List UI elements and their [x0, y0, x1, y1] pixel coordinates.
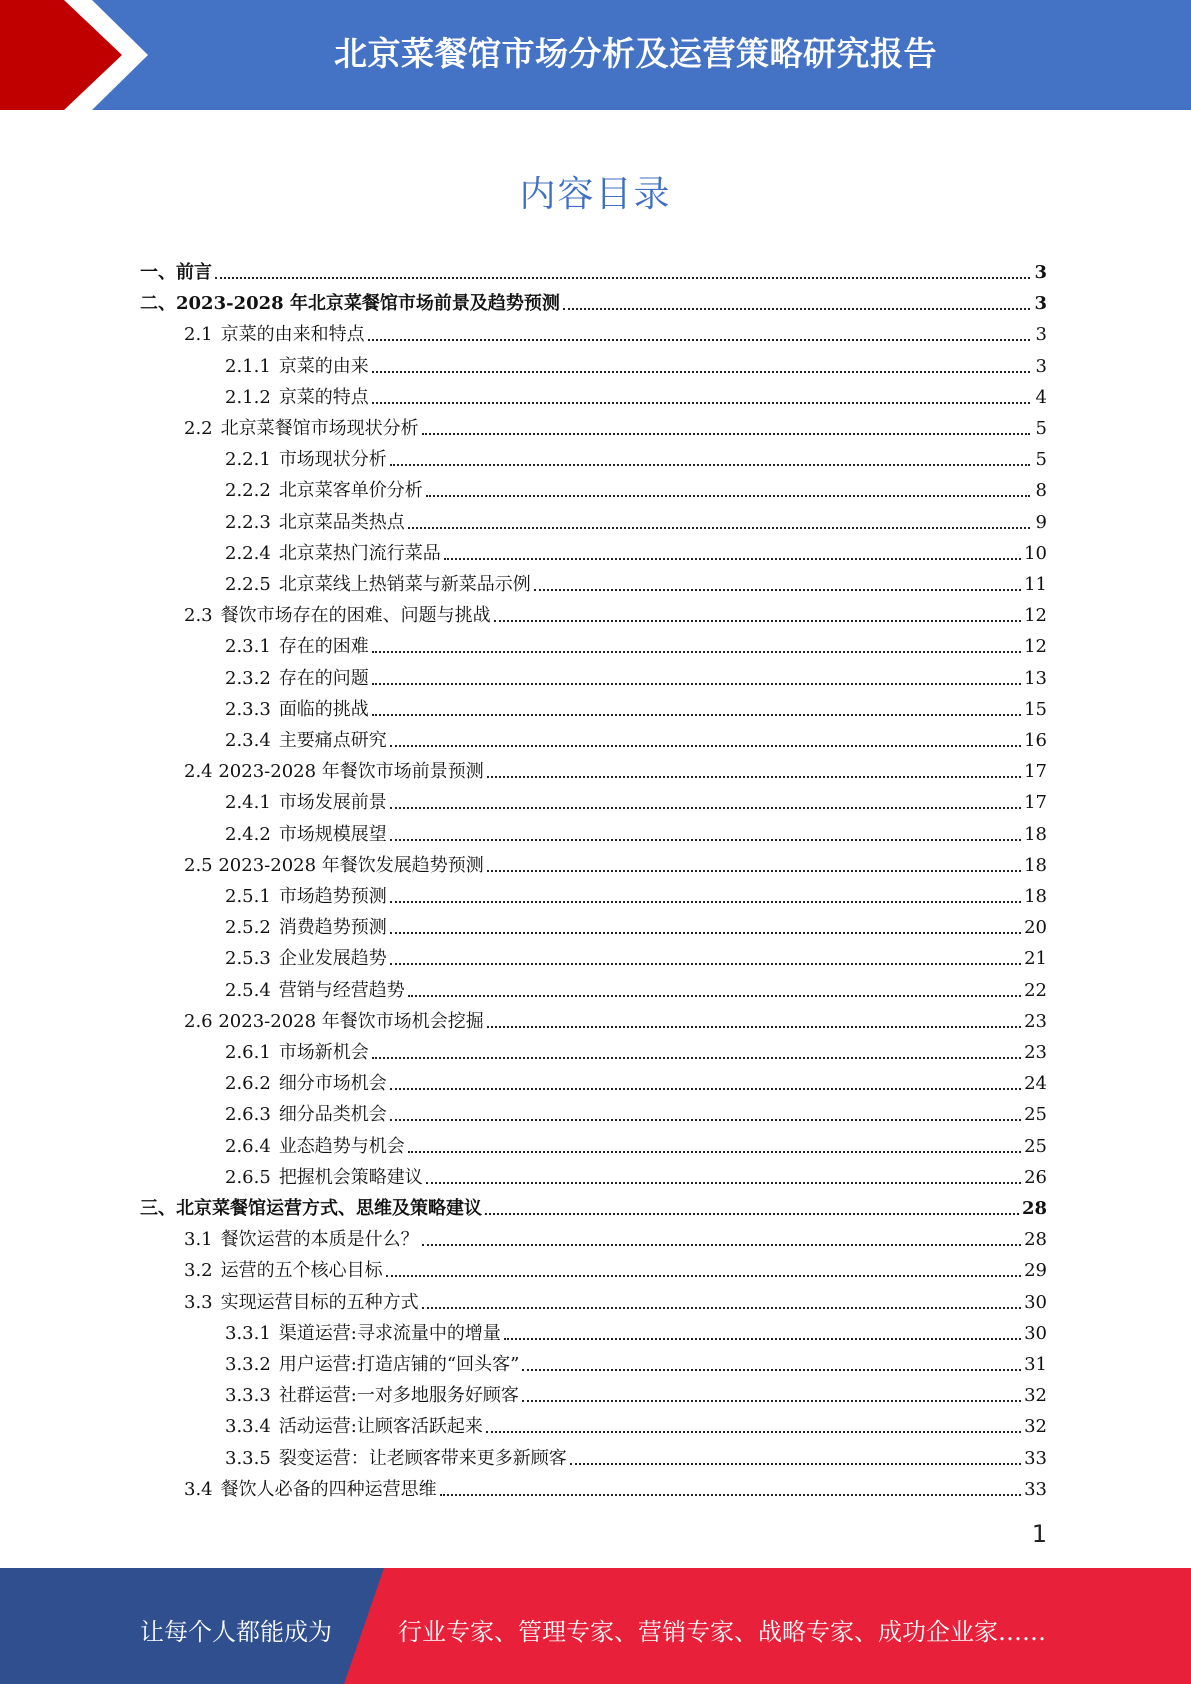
toc-dot-leader [422, 1307, 1021, 1309]
toc-entry-title: 面临的挑战 [278, 698, 369, 720]
toc-entry-page: 32 [1024, 1385, 1047, 1407]
report-title: 北京菜餐馆市场分析及运营策略研究报告 [334, 34, 937, 73]
toc-entry-title: 餐饮市场存在的困难、问题与挑战 [220, 605, 491, 627]
toc-dot-leader [426, 495, 1030, 497]
toc-entry-title: 存在的问题 [278, 667, 369, 689]
toc-entry-title: 市场发展前景 [278, 792, 387, 814]
toc-dot-leader [390, 807, 1021, 809]
footer-banner [0, 1568, 1191, 1684]
toc-dot-leader [422, 433, 1030, 435]
toc-entry-number: 2.2.2 [225, 480, 271, 502]
toc-dot-leader [390, 901, 1021, 903]
toc-entry-number: 2.2 [184, 418, 213, 439]
toc-entry-page: 3 [1035, 355, 1047, 377]
toc-dot-leader [570, 1463, 1021, 1465]
toc-entry-number: 2.6.2 [225, 1073, 271, 1095]
toc-entry-page: 25 [1024, 1104, 1047, 1126]
toc-dot-leader [422, 1244, 1021, 1246]
toc-dot-leader [440, 1494, 1021, 1496]
toc-entry-page: 9 [1035, 511, 1047, 533]
toc-entry-page: 3 [1034, 293, 1047, 315]
toc-dot-leader [372, 371, 1030, 373]
toc-entry-title: 餐饮运营的本质是什么？ [220, 1229, 419, 1251]
toc-entry[interactable] [225, 628, 1047, 658]
toc-dot-leader [390, 963, 1021, 965]
toc-entry[interactable] [225, 1065, 1047, 1095]
toc-entry[interactable] [184, 1221, 1047, 1251]
toc-dot-leader [372, 683, 1021, 685]
toc-dot-leader [534, 589, 1021, 591]
footer-slogan-right: 行业专家、管理专家、营销专家、战略专家、成功企业家…… [398, 1618, 1046, 1646]
toc-entry-number: 2.3.1 [225, 636, 271, 658]
toc-entry-number: 2.5.2 [225, 917, 271, 939]
toc-entry-page: 33 [1024, 1447, 1047, 1469]
toc-entry-title: 京菜的由来和特点 [220, 324, 365, 346]
toc-heading: 内容目录 [519, 174, 672, 215]
toc-entry[interactable] [184, 1471, 1047, 1501]
toc-dot-leader [487, 870, 1021, 872]
toc-entry-page: 18 [1024, 823, 1047, 845]
toc-entry[interactable] [225, 691, 1047, 721]
toc-entry-title: 北京菜线上热销菜与新菜品示例 [278, 574, 531, 595]
toc-entry-title: 社群运营:一对多地服务好顾客 [278, 1385, 519, 1407]
toc-entry-number: 2.5.1 [225, 886, 271, 907]
toc-entry-title: 细分市场机会 [278, 1073, 387, 1095]
toc-entry-page: 30 [1024, 1322, 1047, 1344]
toc-entry-number: 2.6.5 [225, 1166, 271, 1188]
header-banner [0, 0, 1191, 110]
toc-dot-leader [368, 339, 1030, 341]
toc-dot-leader [494, 620, 1021, 622]
toc-entry-page: 23 [1024, 1042, 1047, 1063]
toc-entry[interactable] [225, 1440, 1047, 1470]
toc-entry-number: 2.3.4 [225, 730, 271, 751]
toc-entry-title: 京菜的由来 [278, 355, 369, 377]
toc-entry-number: 2.2.3 [225, 511, 271, 533]
toc-entry-number: 2.5.3 [225, 948, 271, 970]
toc-entry[interactable] [225, 1408, 1047, 1438]
toc-entry[interactable] [225, 535, 1047, 565]
toc-entry[interactable] [184, 1252, 1047, 1282]
toc-entry-title: 三、北京菜餐馆运营方式、思维及策略建议 [140, 1198, 482, 1219]
toc-entry-page: 25 [1024, 1135, 1047, 1157]
toc-entry-title: 北京菜餐馆市场现状分析 [220, 418, 419, 439]
header-arrow-decoration [0, 0, 200, 110]
toc-entry[interactable] [184, 316, 1047, 346]
toc-entry-number: 3.1 [184, 1229, 213, 1251]
toc-entry-number: 3.3 [184, 1291, 213, 1313]
toc-entry-number: 3.3.2 [225, 1354, 271, 1375]
toc-entry[interactable] [225, 784, 1047, 814]
toc-dot-leader [485, 1213, 1019, 1215]
toc-entry-number: 2.2.1 [225, 449, 271, 471]
toc-entry-title: 营销与经营趋势 [278, 979, 405, 1001]
toc-entry[interactable] [225, 379, 1047, 409]
toc-entry[interactable] [184, 597, 1047, 627]
toc-dot-leader [563, 308, 1030, 310]
toc-entry[interactable] [140, 1190, 1047, 1220]
toc-entry-page: 5 [1035, 449, 1047, 471]
toc-dot-leader [372, 402, 1030, 404]
toc-entry[interactable] [225, 1096, 1047, 1126]
toc-entry-page: 8 [1035, 480, 1047, 502]
toc-entry-page: 15 [1024, 698, 1047, 720]
toc-entry-number: 2.1 [184, 324, 213, 346]
toc-entry-number: 3.3.5 [225, 1447, 271, 1469]
toc-dot-leader [408, 527, 1030, 529]
toc-dot-leader [486, 1431, 1021, 1433]
toc-entry-page: 29 [1024, 1260, 1047, 1282]
toc-entry-page: 32 [1024, 1416, 1047, 1438]
toc-entry-number: 3.3.4 [225, 1416, 271, 1438]
toc-entry[interactable] [225, 660, 1047, 690]
toc-dot-leader [386, 1275, 1021, 1277]
toc-entry[interactable] [225, 1034, 1047, 1064]
toc-entry-title: 2.4 2023-2028 年餐饮市场前景预测 [184, 761, 484, 783]
toc-entry-page: 26 [1024, 1166, 1047, 1188]
toc-entry-title: 存在的困难 [278, 636, 369, 658]
toc-entry-title: 市场趋势预测 [278, 886, 387, 907]
toc-entry-title: 渠道运营:寻求流量中的增量 [278, 1322, 501, 1344]
page-number: 1 [1031, 1520, 1047, 1548]
toc-entry-title: 实现运营目标的五种方式 [220, 1291, 419, 1313]
toc-entry[interactable] [184, 410, 1047, 440]
toc-dot-leader [408, 1151, 1021, 1153]
toc-entry-number: 2.5.4 [225, 979, 271, 1001]
toc-entry-title: 运营的五个核心目标 [220, 1260, 383, 1282]
toc-dot-leader [390, 932, 1021, 934]
toc-entry-page: 12 [1024, 605, 1047, 627]
toc-entry-page: 24 [1024, 1073, 1047, 1095]
toc-entry-title: 北京菜客单价分析 [278, 480, 423, 502]
toc-entry-title: 市场规模展望 [278, 823, 387, 845]
toc-dot-leader [390, 1088, 1021, 1090]
toc-entry-page: 10 [1024, 542, 1047, 564]
toc-dot-leader [390, 745, 1021, 747]
toc-entry[interactable] [184, 1003, 1047, 1033]
toc-entry-page: 3 [1034, 262, 1047, 283]
toc-entry[interactable] [225, 441, 1047, 471]
toc-entry[interactable] [225, 504, 1047, 534]
toc-entry-title: 市场现状分析 [278, 449, 387, 471]
toc-dot-leader [215, 277, 1030, 279]
toc-entry-number: 2.3.3 [225, 698, 271, 720]
toc-entry-page: 23 [1024, 1010, 1047, 1032]
toc-entry-page: 31 [1024, 1354, 1047, 1375]
toc-entry-number: 2.1.1 [225, 355, 271, 377]
toc-entry-title: 北京菜品类热点 [278, 511, 405, 533]
toc-entry-number: 2.3.2 [225, 667, 271, 689]
toc-entry[interactable] [225, 1159, 1047, 1189]
toc-entry-title: 一、前言 [140, 262, 212, 283]
toc-entry[interactable] [225, 722, 1047, 752]
toc-dot-leader [504, 1338, 1021, 1340]
toc-entry-page: 3 [1035, 324, 1047, 346]
toc-entry-page: 17 [1024, 792, 1047, 814]
toc-entry[interactable] [225, 1128, 1047, 1158]
toc-entry-number: 2.2.5 [225, 574, 271, 595]
toc-entry-number: 2.6.1 [225, 1042, 271, 1063]
toc-entry-number: 2.6.3 [225, 1104, 271, 1126]
toc-entry-title: 市场新机会 [278, 1042, 369, 1063]
toc-entry-page: 28 [1021, 1198, 1047, 1219]
toc-entry-title: 把握机会策略建议 [278, 1166, 423, 1188]
toc-entry-title: 细分品类机会 [278, 1104, 387, 1126]
toc-entry-page: 16 [1024, 730, 1047, 751]
toc-entry[interactable] [225, 566, 1047, 596]
toc-entry[interactable] [225, 816, 1047, 846]
toc-entry-title: 企业发展趋势 [278, 948, 387, 970]
toc-entry-title: 餐饮人必备的四种运营思维 [220, 1478, 437, 1500]
toc-entry-page: 5 [1035, 418, 1047, 439]
toc-entry[interactable] [225, 472, 1047, 502]
toc-entry-page: 18 [1024, 886, 1047, 907]
toc-entry-page: 22 [1024, 979, 1047, 1001]
toc-dot-leader [444, 558, 1021, 560]
toc-dot-leader [426, 1182, 1021, 1184]
toc-dot-leader [408, 995, 1021, 997]
toc-entry[interactable] [225, 878, 1047, 908]
toc-entry-page: 20 [1024, 917, 1047, 939]
toc-entry[interactable] [225, 1377, 1047, 1407]
toc-entry-title: 京菜的特点 [278, 386, 369, 408]
toc-entry[interactable] [225, 348, 1047, 378]
toc-entry[interactable] [225, 1346, 1047, 1376]
toc-entry-page: 13 [1024, 667, 1047, 689]
toc-entry-number: 3.4 [184, 1478, 213, 1500]
toc-entry-number: 3.2 [184, 1260, 213, 1282]
toc-entry-title: 2.6 2023-2028 年餐饮市场机会挖掘 [184, 1010, 484, 1032]
toc-entry-number: 2.4.1 [225, 792, 271, 814]
toc-dot-leader [487, 776, 1021, 778]
toc-dot-leader [390, 839, 1021, 841]
toc-entry-title: 北京菜热门流行菜品 [278, 542, 441, 564]
toc-entry-page: 11 [1024, 574, 1047, 595]
toc-entry[interactable] [225, 940, 1047, 970]
toc-dot-leader [372, 714, 1021, 716]
toc-entry-page: 4 [1035, 386, 1047, 408]
toc-entry-number: 2.1.2 [225, 386, 271, 408]
toc-entry-title: 2.5 2023-2028 年餐饮发展趋势预测 [184, 854, 484, 876]
toc-entry[interactable] [184, 847, 1047, 877]
toc-entry-page: 21 [1024, 948, 1047, 970]
toc-entry-page: 28 [1024, 1229, 1047, 1251]
toc-entry-page: 18 [1024, 854, 1047, 876]
toc-entry-number: 2.2.4 [225, 542, 271, 564]
toc-entry-title: 消费趋势预测 [278, 917, 387, 939]
toc-dot-leader [390, 1119, 1021, 1121]
toc-entry[interactable] [140, 285, 1047, 315]
toc-entry-page: 30 [1024, 1291, 1047, 1313]
toc-entry[interactable] [184, 753, 1047, 783]
toc-entry-number: 2.6.4 [225, 1135, 271, 1157]
toc-entry[interactable] [225, 909, 1047, 939]
toc-entry[interactable] [140, 254, 1047, 284]
toc-entry[interactable] [225, 972, 1047, 1002]
toc-entry-number: 3.3.1 [225, 1322, 271, 1344]
toc-entry-page: 17 [1024, 761, 1047, 783]
toc-entry-page: 12 [1024, 636, 1047, 658]
toc-dot-leader [487, 1026, 1021, 1028]
toc-dot-leader [522, 1369, 1021, 1371]
toc-entry-title: 裂变运营：让老顾客带来更多新顾客 [278, 1447, 567, 1469]
toc-entry-number: 2.3 [184, 605, 213, 627]
toc-dot-leader [390, 464, 1030, 466]
toc-entry[interactable] [225, 1315, 1047, 1345]
toc-entry-page: 33 [1024, 1478, 1047, 1500]
toc-entry-title: 二、2023-2028 年北京菜餐馆市场前景及趋势预测 [140, 293, 560, 315]
toc-entry-title: 主要痛点研究 [278, 730, 387, 751]
toc-entry-title: 业态趋势与机会 [278, 1135, 405, 1157]
toc-entry-number: 3.3.3 [225, 1385, 271, 1407]
footer-slogan-left: 让每个人都能成为 [140, 1618, 332, 1646]
toc-dot-leader [522, 1400, 1021, 1402]
toc-entry-title: 用户运营:打造店铺的“回头客” [278, 1354, 520, 1375]
toc-dot-leader [372, 1057, 1021, 1059]
toc-entry-title: 活动运营:让顾客活跃起来 [278, 1416, 483, 1438]
toc-dot-leader [372, 651, 1021, 653]
toc-entry[interactable] [184, 1284, 1047, 1314]
toc-entry-number: 2.4.2 [225, 823, 271, 845]
